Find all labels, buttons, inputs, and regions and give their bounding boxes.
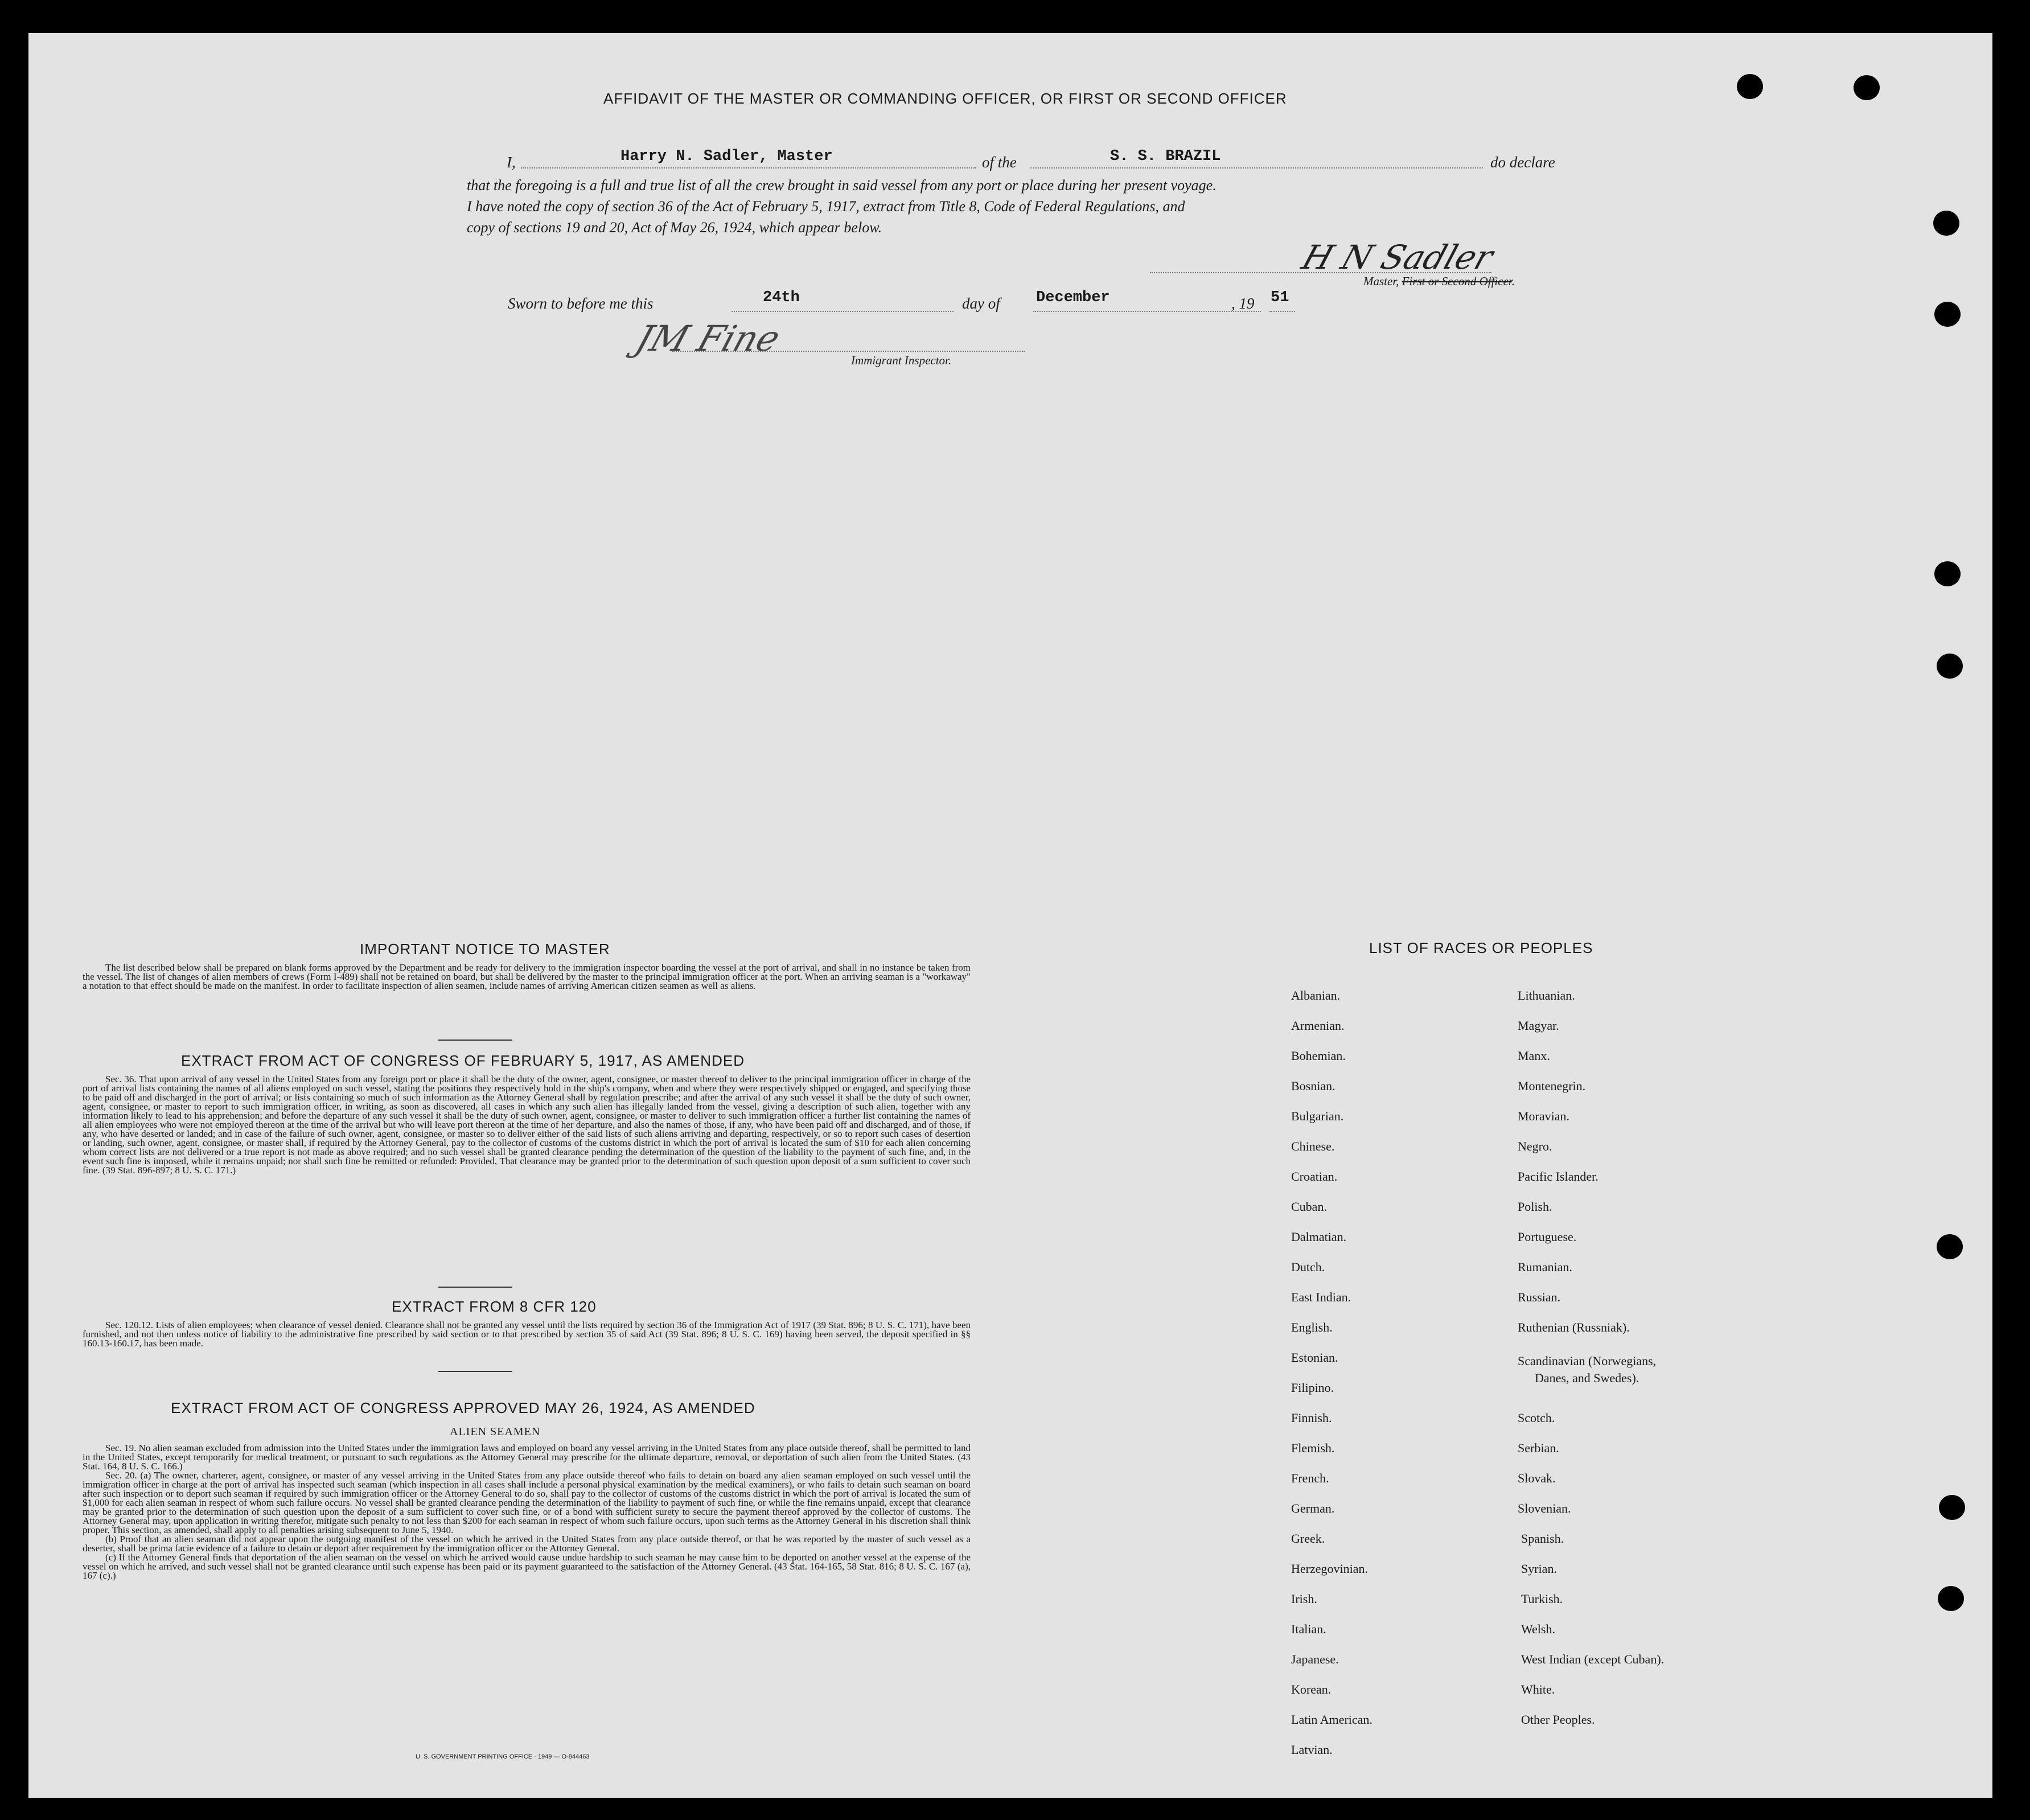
race-item: Syrian. [1521, 1562, 1557, 1576]
master-name-line [521, 167, 976, 169]
of-the-label: of the [982, 154, 1017, 171]
race-item: Slovenian. [1518, 1501, 1571, 1515]
printer-line: U. S. GOVERNMENT PRINTING OFFICE · 1949 — O-844463 [416, 1753, 590, 1760]
master-caption-label: Master, [1363, 274, 1399, 288]
struck-caption: First or Second Officer [1402, 274, 1512, 288]
affidavit-body-line2: I have noted the copy of section 36 of the Act of February 5, 1917, extract from Title 8, Code of Federal Regulations, and [467, 198, 1185, 215]
extract-cfr-title: EXTRACT FROM 8 CFR 120 [392, 1298, 597, 1315]
race-item: Welsh. [1521, 1622, 1555, 1636]
race-item: Lithuanian. [1518, 988, 1575, 1003]
race-item: Finnish. [1291, 1411, 1332, 1425]
affidavit-title: AFFIDAVIT OF THE MASTER OR COMMANDING OFFICER, OR FIRST OR SECOND OFFICER [603, 90, 1287, 107]
race-item: Dalmatian. [1291, 1230, 1347, 1244]
extract-1924-block [83, 1444, 971, 1580]
race-item: Latin American. [1291, 1712, 1372, 1727]
race-item: Spanish. [1521, 1531, 1564, 1546]
punch-hole [1937, 1234, 1963, 1259]
year-line [1269, 311, 1295, 312]
sworn-label: Sworn to before me this [508, 295, 654, 312]
master-caption: Master, First or Second Officer. [1363, 274, 1515, 288]
punch-hole [1934, 561, 1961, 586]
race-item: Rumanian. [1518, 1260, 1572, 1274]
extract-1917-text: Sec. 36. That upon arrival of any vessel in the United States from any foreign port or place it shall be the duty of the owner, agent, consignee, or master thereof to deliver to the principal immigration officer in charge of the port of arrival lists containing the names of all aliens employed on such vessel, stating the positions they respectively hold in the ship's company, when and where they were respectively shipped or engaged, and specifying those to be paid off and discharged in the port of arrival; or lists containing so much of such information as the Attorney General shall by regulation prescribe; and after the arrival of any such vessel it shall be the duty of such owner, agent, consignee, or master to report to such immigration officer, in writing, as soon as discovered, all cases in which any such alien has illegally landed from the vessel, giving a description of such alien, together with any information likely to lead to his apprehension; and before the departure of any such vessel it shall be the duty of such owner, agent, consignee, or master to deliver to such immigration officer a further list containing the names of all alien employees who were not employed thereon at the time of the arrival but who will leave port thereon at the time of her departure, and also the names of those, if any, who have been paid off and discharged, and of those, if any, who have deserted or landed; and in case of the failure of such owner, agent, consignee, or master so to deliver either of the said lists of such aliens arriving and departing, respectively, or so to report such cases of desertion or landing, such owner, agent, consignee, or master shall, if required by the Attorney General, pay to the collector of customs of the customs district in which the port of arrival is located the sum of $10 for each alien concerning whom correct lists are not delivered or a true report is not made as above required; and no such vessel shall be granted clearance pending the determination of the question of the liability to the payment of such fine, and, in the event such fine is imposed, while it remains unpaid; nor shall such fine be remitted or refunded: Provided, That clearance may be granted prior to the determination of such question upon deposit of a sum sufficient to cover such fine. (39 Stat. 896-897; 8 U. S. C. 171.) [83, 1074, 971, 1176]
document-sheet [28, 33, 1992, 1798]
extract-1924-sec20a: Sec. 20. (a) The owner, charterer, agent, consignee, or master of any vessel arriving in the United States from any place outside thereof who fails to detain on board any alien seaman employed on such vessel until the immigration officer in charge at the port of arrival has inspected such seaman (which inspection in all cases shall include a personal physical examination by the medical examiners), or who fails to detain such seaman on board after such inspection or to deport such seaman if required by such immigration officer or the Attorney General to do so, shall pay to the collector of customs of the customs district in which the port of arrival is located the sum of $1,000 for each alien seaman in respect of whom such failure occurs. No vessel shall be granted clearance pending the determination of the liability to payment of such fine, or while the fine remains unpaid, except that clearance may be granted prior to the determination of such question upon the deposit of a sum sufficient to cover such fine, or of a bond with sufficient surety to secure the payment thereof approved by the collector of customs. The Attorney General may, upon application in writing therefor, mitigate such penalty to not less than $200 for each seaman in respect of whom such failure occurs, upon such terms as the Attorney General in his discretion shall think proper. This section, as amended, shall apply to all penalties arising subsequent to June 5, 1940. [83, 1470, 971, 1535]
punch-hole [1939, 1495, 1965, 1520]
race-item: Negro. [1518, 1139, 1552, 1153]
race-item: Scandinavian (Norwegians, [1518, 1354, 1657, 1368]
race-item: Bohemian. [1291, 1049, 1346, 1063]
inspector-line [672, 351, 1025, 352]
punch-hole [1933, 211, 1959, 236]
punch-hole [1938, 1586, 1964, 1611]
race-item: Turkish. [1521, 1592, 1563, 1606]
race-item: Cuban. [1291, 1199, 1327, 1214]
race-item: Japanese. [1291, 1652, 1339, 1666]
race-item: Croatian. [1291, 1169, 1338, 1184]
extract-1924-subtitle: ALIEN SEAMEN [450, 1425, 541, 1438]
do-declare-label: do declare [1490, 154, 1555, 171]
race-item: Moravian. [1518, 1109, 1570, 1123]
vessel-name-line [1030, 167, 1483, 169]
race-item: English. [1291, 1320, 1333, 1334]
extract-1924-sec19: Sec. 19. No alien seaman excluded from admission into the United States under the immigration laws and employed on board any vessel arriving in the United States from any place outside thereof, shall be permitted to land in the United States, except temporarily for medical treatment, or pursuant to such regulations as the Attorney General may prescribe for the ultimate departure, removal, or deportation of such alien from the United States. (43 Stat. 164, 8 U. S. C. 166.) [83, 1443, 971, 1472]
race-item: Filipino. [1291, 1381, 1334, 1395]
punch-hole [1737, 74, 1763, 99]
race-item: Polish. [1518, 1199, 1552, 1214]
race-item: Dutch. [1291, 1260, 1325, 1274]
extract-1917-block [83, 1075, 971, 1175]
race-item: East Indian. [1291, 1290, 1351, 1304]
notice-text: The list described below shall be prepared on blank forms approved by the Department and be ready for delivery to the immigration inspector boarding the vessel at the port of arrival, and shall in no instance be taken from the vessel. The list of changes of alien members of crews (Form I-489) shall not be retained on board, but shall be delivered by the master to the principal immigration officer at the port. When an arriving seaman is a "workaway" a notation to that effect should be made on the manifest. In order to facilitate inspection of alien seamen, include names of arriving American citizen seamen as well as aliens. [83, 962, 971, 991]
master-name-field: Harry N. Sadler, Master [620, 148, 833, 165]
day-line [732, 311, 954, 312]
affidavit-body-line1: that the foregoing is a full and true list of all the crew brought in said vessel from any port or place during her present voyage. [467, 177, 1217, 194]
divider [438, 1040, 512, 1041]
race-item: Albanian. [1291, 988, 1341, 1003]
vessel-name-field: S. S. BRAZIL [1110, 148, 1221, 165]
race-item: Other Peoples. [1521, 1712, 1595, 1727]
race-item: White. [1521, 1682, 1555, 1696]
punch-hole [1934, 302, 1961, 327]
race-item: Irish. [1291, 1592, 1317, 1606]
punch-hole [1854, 75, 1880, 100]
race-item: Slovak. [1518, 1471, 1556, 1485]
divider [438, 1287, 512, 1288]
race-item: Magyar. [1518, 1018, 1559, 1033]
extract-1917-title: EXTRACT FROM ACT OF CONGRESS OF FEBRUARY 5, 1917, AS AMENDED [181, 1052, 745, 1069]
race-item: Danes, and Swedes). [1535, 1371, 1639, 1385]
race-item: Greek. [1291, 1531, 1325, 1546]
race-item: German. [1291, 1501, 1335, 1515]
race-item: French. [1291, 1471, 1329, 1485]
race-item: Serbian. [1518, 1441, 1559, 1455]
race-item: Bulgarian. [1291, 1109, 1344, 1123]
race-item: Armenian. [1291, 1018, 1345, 1033]
race-item: Russian. [1518, 1290, 1561, 1304]
race-item: Chinese. [1291, 1139, 1335, 1153]
notice-title: IMPORTANT NOTICE TO MASTER [360, 940, 610, 958]
race-item: Herzegovinian. [1291, 1562, 1368, 1576]
races-title: LIST OF RACES OR PEOPLES [1369, 939, 1593, 956]
month-line [1033, 311, 1261, 312]
race-item: Montenegrin. [1518, 1079, 1586, 1093]
year-prefix: , 19 [1231, 295, 1255, 312]
month-field: December [1036, 289, 1110, 306]
affidavit-body-line3: copy of sections 19 and 20, Act of May 26, 1924, which appear below. [467, 219, 882, 236]
race-item: Manx. [1518, 1049, 1550, 1063]
extract-1924-sec20b: (b) Proof that an alien seaman did not appear upon the outgoing manifest of the vessel on which he arrived in the United States from any place outside thereof, or that he was reported by the master of such vessel as a deserter, shall be prima facie evidence of a failure to detain or deport after requirement by the immigration officer or the Attorney General. [83, 1534, 971, 1554]
master-signature: H N Sadler [1297, 238, 1498, 277]
notice-text-block [83, 963, 971, 991]
race-item: Flemish. [1291, 1441, 1335, 1455]
race-item: West Indian (except Cuban). [1521, 1652, 1665, 1666]
race-item: Bosnian. [1291, 1079, 1335, 1093]
race-item: Portuguese. [1518, 1230, 1577, 1244]
master-signature-line [1150, 272, 1491, 273]
race-item: Latvian. [1291, 1743, 1333, 1757]
race-item: Scotch. [1518, 1411, 1555, 1425]
race-item: Estonian. [1291, 1350, 1338, 1365]
extract-cfr-block [83, 1321, 971, 1348]
race-item: Korean. [1291, 1682, 1332, 1696]
race-item: Italian. [1291, 1622, 1326, 1636]
divider [438, 1371, 512, 1372]
extract-1924-sec20c: (c) If the Attorney General finds that deportation of the alien seaman on the vessel on which he arrived would cause undue hardship to such seaman he may cause him to be deported on another vessel at the expense of the vessel on which he arrived, and such vessel shall not be granted clearance until such expense has been paid or its payment guaranteed to the satisfaction of the Attorney General. (43 Stat. 164-165, 58 Stat. 816; 8 U. S. C. 167 (a), 167 (c).) [83, 1552, 971, 1581]
day-of-label: day of [962, 295, 1000, 312]
extract-1924-title: EXTRACT FROM ACT OF CONGRESS APPROVED MAY 26, 1924, AS AMENDED [171, 1399, 755, 1416]
i-label: I, [507, 154, 516, 171]
race-item: Ruthenian (Russniak). [1518, 1320, 1630, 1334]
inspector-caption: Immigrant Inspector. [851, 354, 952, 367]
inspector-signature: JM Fine [631, 318, 786, 359]
race-item: Pacific Islander. [1518, 1169, 1598, 1184]
extract-cfr-text: Sec. 120.12. Lists of alien employees; when clearance of vessel denied. Clearance shall not be granted any vessel until the lists required by section 36 of the Immigration Act of 1917 (39 Stat. 896; 8 U. S. C. 171), have been furnished, and not then unless notice of liability to the administrative fine prescribed by said section or to that prescribed by section 35 of said Act (39 Stat. 896; 8 U. S. C. 169) having been served, the deposit specified in §§ 160.13-160.17, has been made. [83, 1320, 971, 1349]
year-field: 51 [1271, 289, 1289, 306]
day-field: 24th [763, 289, 800, 306]
punch-hole [1937, 654, 1963, 679]
